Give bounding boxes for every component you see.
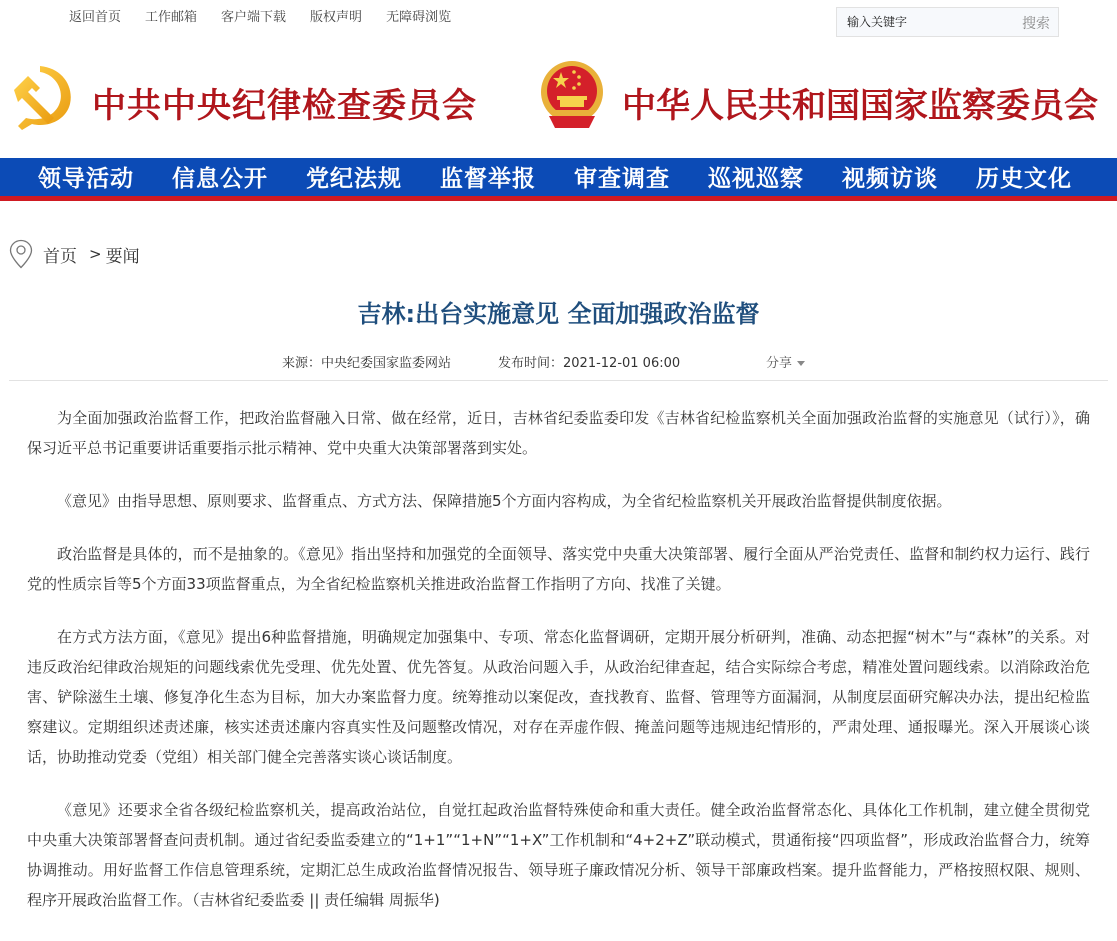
nav-item-inspection[interactable]: 巡视巡察 [708, 165, 804, 192]
article-publish-time: 发布时间：2021-12-01 06:00 [498, 356, 681, 371]
article-body [27, 403, 1090, 938]
article-paragraph: 《意见》还要求全省各级纪检监察机关，提高政治站位，自觉扛起政治监督特殊使命和重大责任。健全政治监督常态化、具体化工作机制，建立健全贯彻党中央重大决策部署督查问责机制。通过省纪委监委建立的“1+1”“1+N”“1+X”工作机制和“4+2+Z”联动模式，贯通衔接“四项监督”，形成政治监督合力，统筹协调推动。用好监督工作信息管理系统，定期汇总生成政治监督情况报告、领导班子廉政情况分析、领导干部廉政档案。提升监督能力，严格按照权限、规则、程序开展政治监督工作。（吉林省纪委监委 || 责任编辑 周振华) [27, 801, 1090, 909]
nav-item-investigation[interactable]: 审查调查 [574, 165, 670, 192]
nav-item-leadership[interactable]: 领导活动 [38, 165, 134, 192]
nav-item-disclosure[interactable]: 信息公开 [172, 165, 268, 192]
meta-divider [9, 380, 1108, 381]
link-home[interactable]: 返回首页 [69, 10, 122, 25]
national-emblem-icon [539, 58, 605, 132]
search-box [836, 7, 1059, 37]
utility-links [69, 9, 475, 27]
breadcrumb-home[interactable]: 首页 [43, 246, 77, 267]
article-source: 来源：中央纪委国家监委网站 [282, 356, 452, 371]
article-paragraph: 政治监督是具体的，而不是抽象的。《意见》指出坚持和加强党的全面领导、落实党中央重大决策部署、履行全面从严治党责任、监督和制约权力运行、践行党的性质宗旨等5个方面33项监督重点，为全省纪检监察机关推进政治监督工作指明了方向、找准了关键。 [27, 545, 1090, 593]
national-supervisory-commission-title: 中华人民共和国国家监察委员会 [622, 86, 1098, 126]
search-input[interactable] [837, 8, 1007, 36]
nav-item-history[interactable]: 历史文化 [976, 165, 1072, 192]
top-utility-bar [0, 0, 1117, 40]
nav-item-video[interactable]: 视频访谈 [842, 165, 938, 192]
article-paragraph: 在方式方法方面，《意见》提出6种监督措施，明确规定加强集中、专项、常态化监督调研，定期开展分析研判，准确、动态把握“树木”与“森林”的关系。对违反政治纪律政治规矩的问题线索优先受理、优先处置、优先答复。从政治问题入手，从政治纪律查起，结合实际综合考虑，精准处置问题线索。以消除政治危害、铲除滋生土壤、修复净化生态为目标，加大办案监督力度。统筹推动以案促改，查找教育、监督、管理等方面漏洞，从制度层面研究解决办法，提出纪检监察建议。定期组织述责述廉，核实述责述廉内容真实性及问题整改情况，对存在弄虚作假、掩盖问题等违规违纪情形的，严肃处理、通报曝光。深入开展谈心谈话，协助推动党委（党组）相关部门健全完善落实谈心谈话制度。 [27, 628, 1090, 766]
share-dropdown[interactable] [766, 352, 805, 371]
article-meta [0, 352, 1117, 372]
site-header [0, 50, 1117, 150]
article-paragraph: 《意见》由指导思想、原则要求、监督重点、方式方法、保障措施5个方面内容构成，为全省纪检监察机关开展政治监督提供制度依据。 [57, 492, 952, 510]
breadcrumb-separator: > [89, 245, 102, 263]
party-emblem-icon [10, 60, 76, 130]
link-accessibility[interactable]: 无障碍浏览 [386, 10, 452, 25]
article-title: 吉林:出台实施意见 全面加强政治监督 [357, 300, 760, 328]
link-work-email[interactable]: 工作邮箱 [145, 10, 198, 25]
chevron-down-icon [797, 361, 805, 366]
link-copyright[interactable]: 版权声明 [310, 10, 363, 25]
search-button[interactable]: 搜索 [1022, 16, 1050, 32]
article-paragraph: 为全面加强政治监督工作，把政治监督融入日常、做在经常，近日，吉林省纪委监委印发《吉林省纪检监察机关全面加强政治监督的实施意见（试行）》，确保习近平总书记重要讲话重要指示批示精神、党中央重大决策部署落到实处。 [27, 409, 1090, 457]
nav-item-reporting[interactable]: 监督举报 [440, 165, 536, 192]
share-label: 分享 [766, 356, 793, 371]
breadcrumb [9, 239, 140, 269]
breadcrumb-current[interactable]: 要闻 [105, 246, 140, 267]
cc-discipline-commission-title: 中共中央纪律检查委员会 [92, 86, 477, 126]
location-pin-icon [9, 239, 33, 269]
nav-item-regulations[interactable]: 党纪法规 [306, 165, 402, 192]
link-client-download[interactable]: 客户端下载 [221, 10, 287, 25]
main-nav [0, 158, 1117, 201]
